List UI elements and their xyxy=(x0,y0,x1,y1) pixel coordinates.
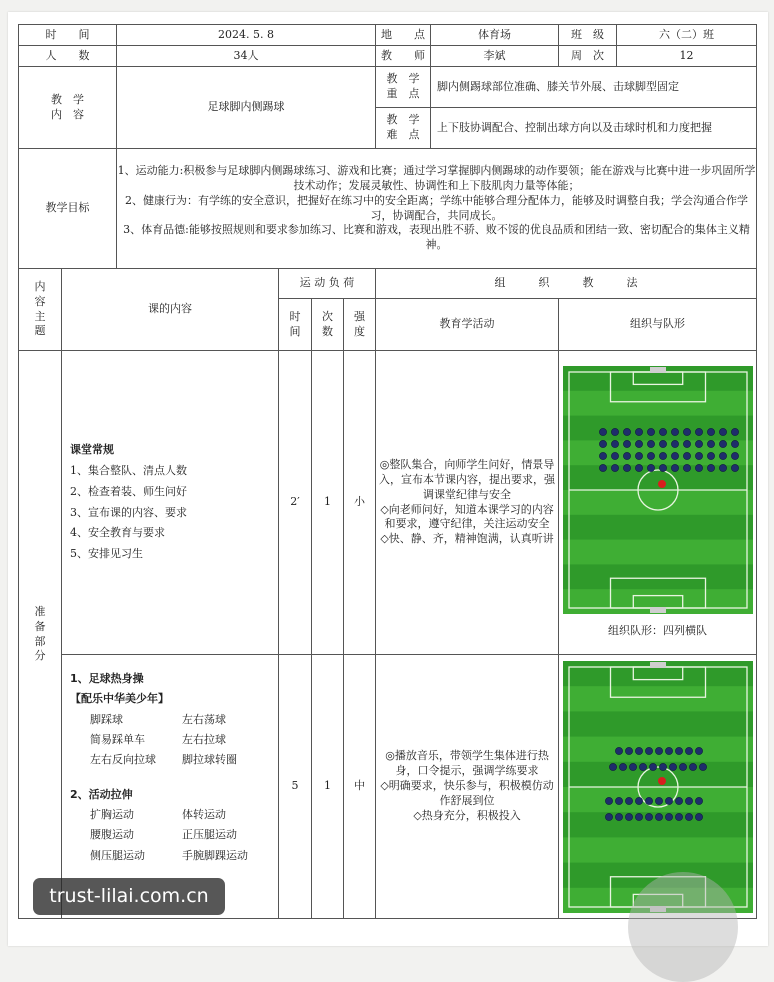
student-marker xyxy=(685,747,692,754)
student-marker xyxy=(599,452,606,459)
student-marker xyxy=(675,797,682,804)
student-marker xyxy=(611,464,618,471)
routine-time: 2′ xyxy=(279,351,312,655)
student-marker xyxy=(625,813,632,820)
student-marker xyxy=(611,428,618,435)
student-marker xyxy=(629,763,636,770)
student-marker xyxy=(695,464,702,471)
warmup-intensity: 中 xyxy=(344,655,376,919)
student-marker xyxy=(683,464,690,471)
goal-top xyxy=(650,367,666,373)
routine-intensity: 小 xyxy=(344,351,376,655)
student-marker xyxy=(731,428,738,435)
student-marker xyxy=(625,747,632,754)
student-marker xyxy=(685,797,692,804)
student-marker xyxy=(635,464,642,471)
student-marker xyxy=(671,440,678,447)
student-marker xyxy=(707,440,714,447)
list-item: 2、检查着装、师生问好 xyxy=(70,484,187,498)
topic-header: 内 容 主 题 xyxy=(19,269,62,351)
student-marker xyxy=(647,452,654,459)
grass-stripe xyxy=(563,416,753,441)
list-item: 扩胸运动 体转运动 xyxy=(90,808,226,822)
grass-stripe xyxy=(563,540,753,565)
student-marker xyxy=(605,813,612,820)
student-marker xyxy=(669,763,676,770)
list-item: 4、安全教育与要求 xyxy=(70,526,165,540)
student-marker xyxy=(695,428,702,435)
activity-item: ◇热身充分，积极投入 xyxy=(413,808,521,822)
list-item: 1、集合整队、清点人数 xyxy=(70,463,187,477)
student-marker xyxy=(719,440,726,447)
section-name: 准 备 部 分 xyxy=(19,351,62,919)
grass-stripe xyxy=(563,515,753,540)
student-marker xyxy=(599,464,606,471)
teacher-value: 李斌 xyxy=(431,46,559,67)
difficulty-value: 上下肢协调配合、控制出球方向以及击球时机和力度把握 xyxy=(431,108,757,149)
student-marker xyxy=(683,452,690,459)
routine-activities xyxy=(376,351,559,655)
student-marker xyxy=(695,747,702,754)
routine-times: 1 xyxy=(312,351,344,655)
teacher-label: 教 师 xyxy=(376,46,431,67)
student-marker xyxy=(659,428,666,435)
student-marker xyxy=(623,452,630,459)
student-marker xyxy=(625,797,632,804)
student-marker xyxy=(635,452,642,459)
warmup-time: 5 xyxy=(279,655,312,919)
student-marker xyxy=(635,813,642,820)
lesson-plan-table xyxy=(18,24,757,919)
goal-item: 1、运动能力:积极参与足球脚内侧踢球练习、游戏和比赛；通过学习掌握脚内侧踢球的动作要领；能在游戏与比赛中进一步巩固所学技术动作；发展灵敏性、协调性和上下肢肌肉力量等体能； xyxy=(117,163,756,192)
student-marker xyxy=(611,440,618,447)
activity-item: ◎播放音乐，带领学生集体进行热身，口令提示，强调学练要求 xyxy=(385,749,549,778)
routine-content xyxy=(62,351,279,655)
student-marker xyxy=(699,763,706,770)
student-marker xyxy=(649,763,656,770)
student-marker xyxy=(659,464,666,471)
football-field-diagram xyxy=(563,366,753,614)
student-marker xyxy=(719,428,726,435)
student-marker xyxy=(731,452,738,459)
activity-header: 教育学活动 xyxy=(376,299,559,351)
student-marker xyxy=(611,452,618,459)
student-marker xyxy=(665,813,672,820)
student-marker xyxy=(599,440,606,447)
class-value: 六（二）班 xyxy=(617,25,757,46)
student-marker xyxy=(647,440,654,447)
student-marker xyxy=(683,428,690,435)
student-marker xyxy=(655,747,662,754)
student-marker xyxy=(647,464,654,471)
org-method-header: 组 织 教 法 xyxy=(376,269,757,299)
grass-stripe xyxy=(563,686,753,712)
list-item: 腰腹运动 正压腿运动 xyxy=(90,828,237,842)
grass-stripe xyxy=(563,837,753,863)
time-header: 时 间 xyxy=(279,299,312,351)
student-marker xyxy=(671,428,678,435)
student-marker xyxy=(675,747,682,754)
difficulty-label: 教 学 难 点 xyxy=(376,108,431,149)
class-label: 班 级 xyxy=(559,25,617,46)
student-marker xyxy=(605,797,612,804)
lesson-plan-sheet xyxy=(8,12,768,946)
student-marker xyxy=(695,813,702,820)
grass-stripe xyxy=(563,711,753,737)
activity-item: ◎整队集合，向师学生问好，情景导入，宣布本节课内容，提出要求，强调课堂纪律与安全 xyxy=(379,457,556,501)
key-point-label: 教 学 重 点 xyxy=(376,67,431,108)
student-marker xyxy=(679,763,686,770)
student-marker xyxy=(635,440,642,447)
warmup-title: 1、足球热身操 xyxy=(70,672,144,685)
student-marker xyxy=(695,797,702,804)
activity-item: ◇向老师问好，知道本课学习的内容和要求，遵守纪律，关注运动安全 xyxy=(380,502,554,531)
count-label: 人 数 xyxy=(19,46,117,67)
student-marker xyxy=(671,452,678,459)
student-marker xyxy=(659,763,666,770)
student-marker xyxy=(689,763,696,770)
activity-item: ◇明确要求，快乐参与，积极模仿动作舒展到位 xyxy=(380,779,554,807)
list-item: 左右反向拉球 脚拉球转圈 xyxy=(90,753,237,767)
student-marker xyxy=(615,747,622,754)
intensity-header: 强 度 xyxy=(344,299,376,351)
student-marker xyxy=(707,452,714,459)
formation-header: 组织与队形 xyxy=(559,299,757,351)
list-item: 5、安排见习生 xyxy=(70,547,143,561)
student-marker xyxy=(731,464,738,471)
formation-caption: 组织队形：四列横队 xyxy=(608,624,708,638)
student-marker xyxy=(665,797,672,804)
place-value: 体育场 xyxy=(431,25,559,46)
student-marker xyxy=(609,763,616,770)
student-marker xyxy=(731,440,738,447)
teacher-marker xyxy=(658,480,666,488)
list-item: 脚踩球 左右荡球 xyxy=(90,712,226,726)
grass-stripe xyxy=(563,490,753,515)
student-marker xyxy=(635,797,642,804)
stretch-title: 2、活动拉伸 xyxy=(70,787,133,801)
student-marker xyxy=(623,464,630,471)
student-marker xyxy=(671,464,678,471)
decorative-circle xyxy=(628,872,738,982)
student-marker xyxy=(655,797,662,804)
routine-formation xyxy=(559,351,757,655)
grass-stripe xyxy=(563,391,753,416)
grass-stripe xyxy=(563,564,753,589)
week-label: 周 次 xyxy=(559,46,617,67)
student-marker xyxy=(675,813,682,820)
student-marker xyxy=(615,797,622,804)
student-marker xyxy=(719,452,726,459)
content-value: 足球脚内侧踢球 xyxy=(117,67,376,149)
student-marker xyxy=(599,428,606,435)
student-marker xyxy=(665,747,672,754)
warmup-music: 【配乐中华美少年】 xyxy=(70,692,169,706)
goal-top xyxy=(650,662,666,668)
list-item: 3、宣布课的内容、要求 xyxy=(70,505,187,519)
student-marker xyxy=(685,813,692,820)
warmup-times: 1 xyxy=(312,655,344,919)
activity-item: ◇快、静、齐，精神饱满，认真听讲 xyxy=(380,532,554,546)
student-marker xyxy=(659,452,666,459)
student-marker xyxy=(655,813,662,820)
week-value: 12 xyxy=(617,46,757,67)
warmup-activities xyxy=(376,655,559,919)
student-marker xyxy=(707,428,714,435)
goal-item: 3、体育品德:能够按照规则和要求参加练习、比赛和游戏，表现出胜不骄、败不馁的优良品质和团结一致、密切配合的集体主义精神。 xyxy=(123,223,750,252)
time-value: 2024. 5. 8 xyxy=(117,25,376,46)
student-marker xyxy=(719,464,726,471)
student-marker xyxy=(695,440,702,447)
student-marker xyxy=(645,797,652,804)
watermark: trust-lilai.com.cn xyxy=(33,878,225,915)
lesson-content-header: 课的内容 xyxy=(62,269,279,351)
grass-stripe xyxy=(563,762,753,788)
list-item: 简易踩单车 左右拉球 xyxy=(90,733,226,747)
student-marker xyxy=(623,440,630,447)
student-marker xyxy=(659,440,666,447)
list-item: 侧压腿运动 手腕脚踝运动 xyxy=(90,848,248,862)
student-marker xyxy=(645,813,652,820)
student-marker xyxy=(635,428,642,435)
times-header: 次 数 xyxy=(312,299,344,351)
student-marker xyxy=(615,813,622,820)
key-point-value: 脚内侧踢球部位准确、膝关节外展、击球脚型固定 xyxy=(431,67,757,108)
teacher-marker xyxy=(658,777,666,785)
student-marker xyxy=(635,747,642,754)
time-label: 时 间 xyxy=(19,25,117,46)
student-marker xyxy=(647,428,654,435)
goal-item: 2、健康行为：有学练的安全意识，把握好在练习中的安全距离；学练中能够合理分配体力，能够及时调整自我；学会沟通合作学习，协调配合，共同成长。 xyxy=(125,193,749,222)
student-marker xyxy=(707,464,714,471)
count-value: 34人 xyxy=(117,46,376,67)
goals-label: 教学目标 xyxy=(19,149,117,269)
routine-title: 课堂常规 xyxy=(70,442,114,456)
football-field-diagram xyxy=(563,661,753,913)
content-label: 教 学 内 容 xyxy=(19,67,117,149)
place-label: 地 点 xyxy=(376,25,431,46)
student-marker xyxy=(623,428,630,435)
student-marker xyxy=(645,747,652,754)
load-header: 运 动 负 荷 xyxy=(279,269,376,299)
goals-text xyxy=(117,149,757,269)
goal-bottom xyxy=(650,607,666,613)
student-marker xyxy=(619,763,626,770)
student-marker xyxy=(695,452,702,459)
student-marker xyxy=(639,763,646,770)
student-marker xyxy=(683,440,690,447)
